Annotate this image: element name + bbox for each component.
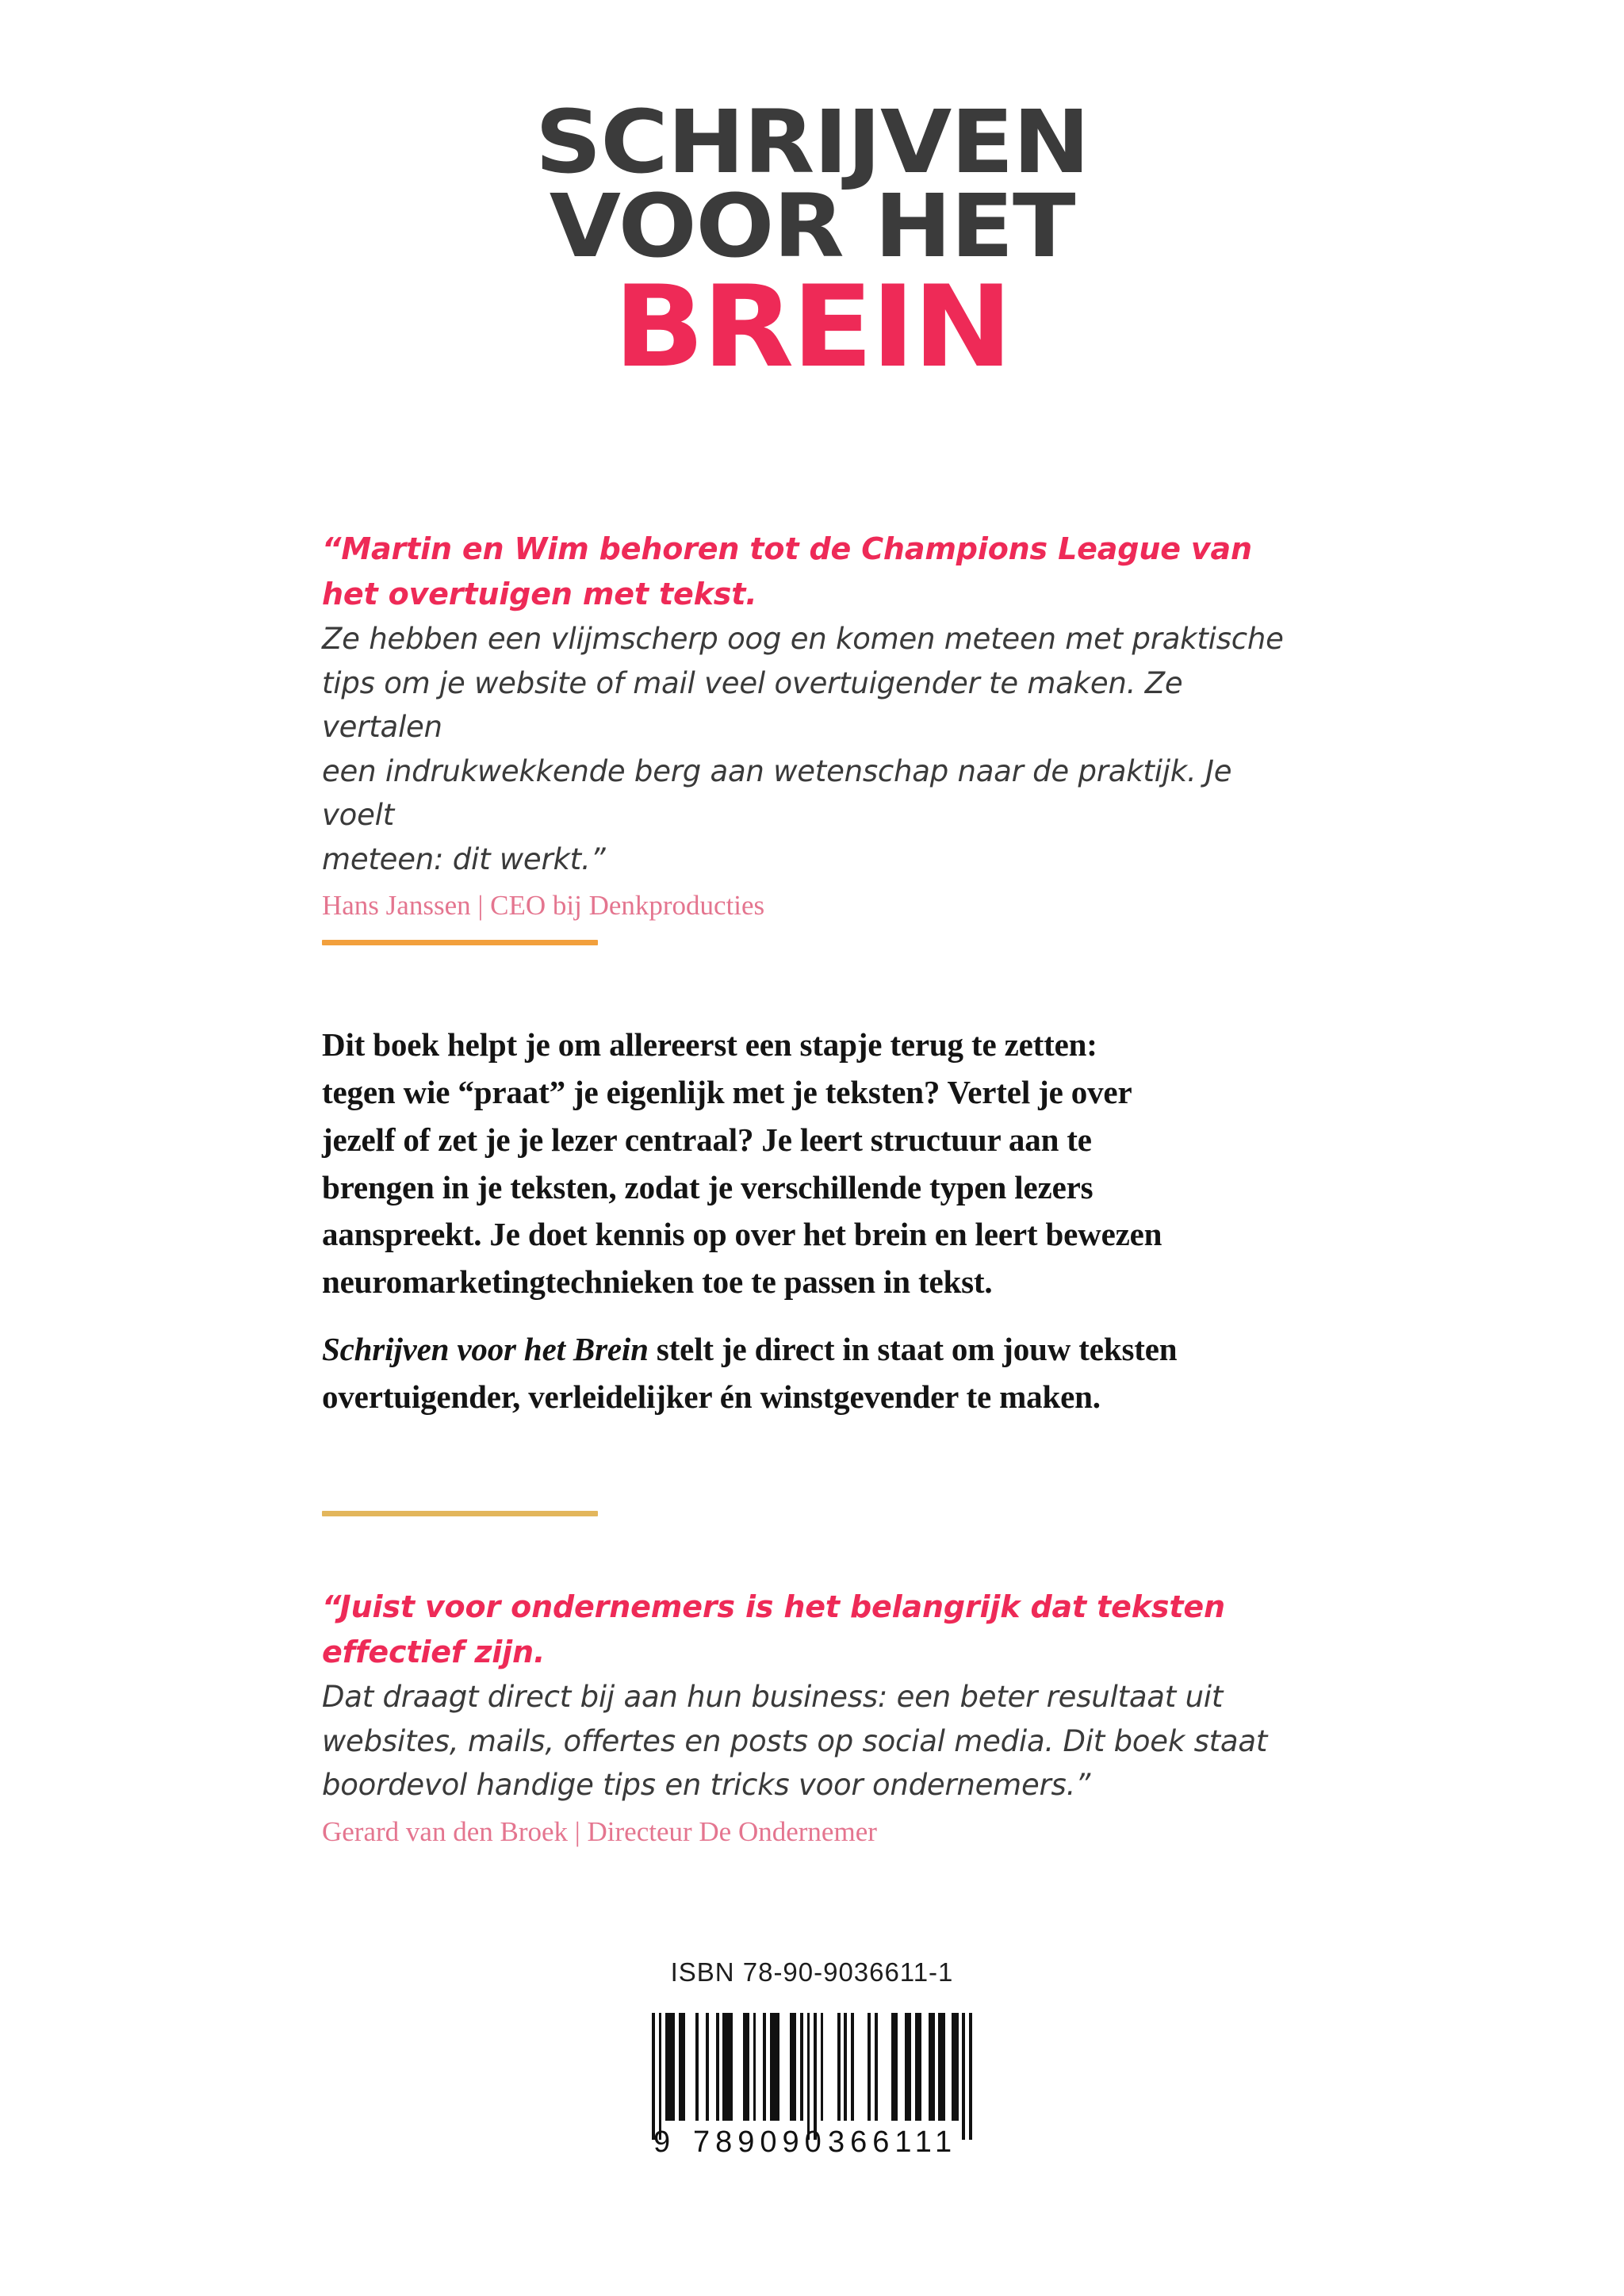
barcode-digits xyxy=(652,2124,972,2171)
testimonial-1-headline-line-1: “Martin en Wim behoren tot de Champions League van xyxy=(322,531,1252,566)
testimonial-1-body-line-3: een indrukwekkende berg aan wetenschap naar de praktijk. Je voelt xyxy=(322,753,1232,832)
title-line-voor-het: VOOR HET xyxy=(549,175,1075,278)
book-title xyxy=(0,91,1624,393)
testimonial-1-body-line-2: tips om je website of mail veel overtuigender te maken. Ze vertalen xyxy=(322,665,1183,744)
testimonial-1-body-line-4: meteen: dit werkt.” xyxy=(322,841,606,876)
barcode-bars xyxy=(652,2013,972,2140)
body-p2-line-1-rest: stelt je direct in staat om jouw teksten xyxy=(648,1331,1178,1367)
isbn-line xyxy=(0,1957,1624,1987)
barcode xyxy=(652,2013,972,2183)
barcode-right-group: 366111 xyxy=(828,2125,958,2159)
body-p1-line-1: Dit boek helpt je om allereerst een stapje terug te zetten: xyxy=(322,1026,1097,1063)
testimonial-2-headline-line-1: “Juist voor ondernemers is het belangrijk dat teksten xyxy=(322,1589,1225,1624)
divider-rule-1 xyxy=(322,940,598,945)
barcode-left-group: 789090 xyxy=(693,2125,827,2159)
testimonial-2-body-line-2: websites, mails, offertes en posts op social media. Dit boek staat xyxy=(322,1723,1268,1758)
book-title-inline: Schrijven voor het Brein xyxy=(322,1331,649,1367)
title-line-schrijven: SCHRIJVEN xyxy=(534,91,1090,193)
body-p1-line-3: jezelf of zet je je lezer centraal? Je leert structuur aan te xyxy=(322,1121,1092,1158)
divider-rule-2 xyxy=(322,1511,598,1516)
title-line-brein: BREIN xyxy=(613,261,1011,393)
testimonial-1 xyxy=(322,527,1309,925)
body-p1-line-2: tegen wie “praat” je eigenlijk met je teksten? Vertel je over xyxy=(322,1073,1132,1110)
testimonial-2-body-line-3: boordevol handige tips en tricks voor ondernemers.” xyxy=(322,1768,1091,1802)
testimonial-1-attribution: Hans Janssen | CEO bij Denkproducties xyxy=(322,890,765,921)
body-p2-line-1 xyxy=(322,1326,1309,1374)
body-paragraph-1 xyxy=(322,1022,1309,1306)
barcode-lead-digit: 9 xyxy=(653,2125,671,2159)
body-p1-line-6: neuromarketingtechnieken toe te passen in tekst. xyxy=(322,1263,993,1301)
testimonial-2 xyxy=(322,1585,1309,1851)
testimonial-2-attribution: Gerard van den Broek | Directeur De Ondernemer xyxy=(322,1815,877,1847)
testimonial-2-body-line-1: Dat draagt direct bij aan hun business: een beter resultaat uit xyxy=(322,1680,1224,1714)
body-p1-line-5: aanspreekt. Je doet kennis op over het brein en leert bewezen xyxy=(322,1216,1162,1253)
body-paragraph-2 xyxy=(322,1326,1309,1421)
testimonial-1-headline-line-2: het overtuigen met tekst. xyxy=(322,577,757,611)
testimonial-2-headline-line-2: effectief zijn. xyxy=(322,1635,546,1669)
body-p2-line-2: overtuigender, verleidelijker én winstgevender te maken. xyxy=(322,1378,1101,1415)
body-p1-line-4: brengen in je teksten, zodat je verschillende typen lezers xyxy=(322,1168,1094,1205)
isbn-number: ISBN 78-90-9036611-1 xyxy=(670,1957,954,1987)
testimonial-1-body-line-1: Ze hebben een vlijmscherp oog en komen meteen met praktische xyxy=(322,622,1284,656)
